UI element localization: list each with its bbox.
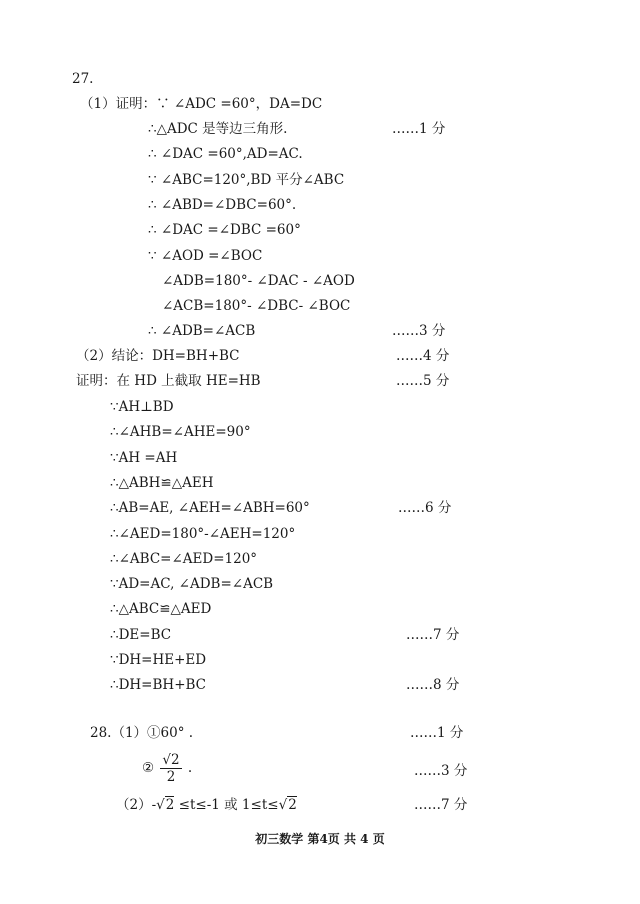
line2-suffix: . bbox=[187, 760, 193, 776]
fraction-numerator: √2 bbox=[162, 752, 180, 768]
problem-28-line1-score: ……1 分 bbox=[410, 725, 464, 741]
sqrt2-over-2-fraction bbox=[160, 752, 181, 785]
proof-step-score: ……6 分 bbox=[398, 500, 452, 517]
sqrt-radicand-1: 2 bbox=[165, 797, 175, 813]
proof-step: ∴∠AED=180°-∠AEH=120° bbox=[110, 525, 296, 542]
circled-two-marker: ② bbox=[142, 760, 155, 776]
proof-step: ∴ ∠DAC =60°,AD=AC. bbox=[148, 146, 303, 163]
proof-step: ∴∠AHB=∠AHE=90° bbox=[110, 424, 251, 441]
proof-step: ∴△ABH≌△AEH bbox=[110, 474, 214, 491]
sqrt-symbol-2: √2 bbox=[278, 797, 297, 813]
line3-middle: ≤t≤-1 或 1≤t≤ bbox=[174, 797, 279, 813]
page-footer: 初三数学 第4页 共 4 页 bbox=[255, 832, 385, 846]
proof-step: ∠ADB=180°- ∠DAC - ∠AOD bbox=[162, 272, 355, 289]
line3-prefix: （2）- bbox=[116, 797, 157, 813]
proof-step: ∴ ∠ABD=∠DBC=60°. bbox=[148, 196, 297, 213]
part2-proof-intro-score: ……5 分 bbox=[396, 373, 450, 389]
proof-step: ∵DH=HE+ED bbox=[110, 652, 207, 668]
proof-step: ∴△ADC 是等边三角形. bbox=[148, 121, 288, 137]
problem-28-line3 bbox=[116, 796, 297, 814]
proof-step: ∵ ∠AOD =∠BOC bbox=[148, 247, 263, 264]
part2-proof-intro: 证明：在 HD 上截取 HE=HB bbox=[76, 373, 261, 389]
proof-step: ∵AH =AH bbox=[110, 449, 178, 466]
problem-28-line3-score: ……7 分 bbox=[414, 797, 468, 813]
proof-step: ∴ ∠DAC =∠DBC =60° bbox=[148, 222, 301, 239]
proof-step-score: ……7 分 bbox=[406, 626, 460, 643]
problem-28-line2 bbox=[142, 752, 192, 785]
problem-28-line2-score: ……3 分 bbox=[414, 763, 468, 779]
problem-28-line1: 28.（1）①60° . bbox=[90, 725, 194, 741]
part2-conclusion: （2）结论：DH=BH+BC bbox=[76, 348, 240, 364]
proof-step: ∴ ∠ADB=∠ACB bbox=[148, 323, 256, 340]
proof-step: ∴DE=BC bbox=[110, 626, 172, 643]
proof-step: ∴△ABC≌△AED bbox=[110, 601, 212, 618]
proof-step: ∵ ∠ABC=120°,BD 平分∠ABC bbox=[148, 171, 345, 188]
problem-27-number: 27. bbox=[72, 71, 94, 87]
proof-step-score: ……8 分 bbox=[406, 677, 460, 694]
proof-step-score: ……3 分 bbox=[392, 323, 446, 340]
proof-step: ∵AH⊥BD bbox=[110, 399, 174, 415]
proof-step-score: ……1 分 bbox=[392, 121, 446, 137]
proof-step: ∴∠ABC=∠AED=120° bbox=[110, 550, 258, 567]
proof-step: ∵AD=AC, ∠ADB=∠ACB bbox=[110, 576, 274, 593]
fraction-denominator: 2 bbox=[166, 769, 176, 785]
sqrt-radicand-2: 2 bbox=[288, 797, 297, 813]
proof-step: ∠ACB=180°- ∠DBC- ∠BOC bbox=[162, 298, 351, 315]
proof-step: ∴AB=AE, ∠AEH=∠ABH=60° bbox=[110, 500, 310, 517]
part1-label: （1）证明：∵ ∠ADC =60°，DA=DC bbox=[80, 96, 323, 112]
sqrt-symbol-1: √2 bbox=[156, 797, 175, 813]
proof-step: ∴DH=BH+BC bbox=[110, 677, 207, 694]
part2-conclusion-score: ……4 分 bbox=[396, 348, 450, 364]
